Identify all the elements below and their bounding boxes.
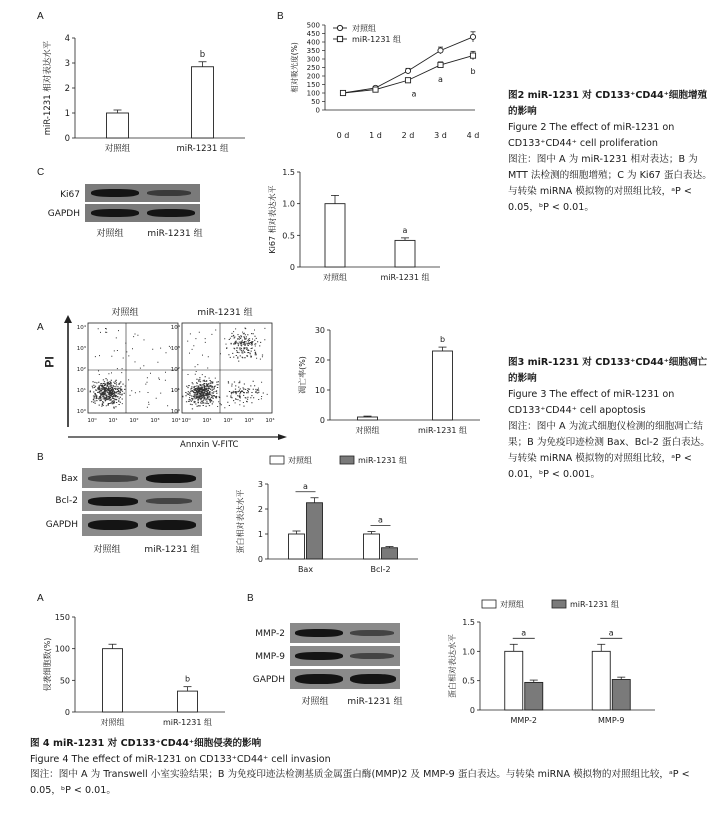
y-axis-label: 蛋白相对表达水平 [448, 634, 457, 698]
data-point [405, 78, 410, 83]
y-tick-label: 500 [306, 21, 320, 30]
significance-label: a [608, 628, 614, 638]
bar [433, 351, 453, 420]
chart-fig4b [440, 598, 670, 738]
legend-label: miR-1231 组 [358, 456, 408, 465]
flow-x-tick: 10² [223, 418, 233, 424]
y-tick-label: 3 [257, 480, 263, 489]
bar [178, 691, 198, 712]
y-tick-label: 0 [257, 555, 263, 564]
flow-xlabel: Annxin V-FITC [180, 440, 239, 450]
blot-lane-label: 对照组 [93, 545, 121, 555]
y-tick-label: 350 [306, 47, 320, 55]
data-point [438, 48, 443, 53]
x-tick-label: 对照组 [104, 144, 131, 154]
y-tick-label: 50 [311, 98, 320, 106]
x-tick-label: Bcl-2 [370, 565, 391, 574]
flow-y-tick: 10⁰ [76, 409, 86, 415]
y-tick-label: 0 [64, 708, 70, 717]
blot-strip-gapdh [85, 204, 200, 222]
y-tick-label: 100 [54, 644, 70, 654]
x-tick-label: MMP-2 [510, 716, 537, 725]
data-point [470, 53, 475, 58]
y-tick-label: 250 [306, 64, 320, 72]
fig2-caption [508, 88, 713, 216]
bar [612, 679, 630, 710]
fig3-caption-en: Figure 3 The effect of miR-1231 on CD133⁺CD44⁺ cell apoptosis [508, 389, 675, 416]
significance-label: b [439, 335, 446, 345]
flow-x-tick: 10⁴ [171, 418, 181, 424]
y-tick-label: 0 [319, 416, 325, 425]
y-tick-label: 2 [257, 505, 263, 514]
chart-fig3b [230, 455, 430, 585]
significance-label: a [402, 225, 408, 235]
blot-strip-mmp2 [290, 623, 400, 643]
flow-y-tick: 10² [76, 367, 86, 373]
legend-swatch [482, 600, 496, 608]
flow-x-tick: 10¹ [202, 418, 212, 424]
legend-swatch [552, 600, 566, 608]
data-point [373, 87, 378, 92]
blot-row-label: Ki67 [60, 190, 80, 200]
bar [307, 503, 323, 559]
y-tick-label: 150 [54, 613, 70, 622]
flow-lane-label: miR-1231 组 [197, 308, 253, 318]
blot-row-label: GAPDH [47, 209, 80, 219]
x-tick-label: miR-1231 组 [162, 718, 213, 727]
x-tick-label: 1 d [369, 131, 382, 140]
x-tick-label: 4 d [466, 131, 480, 140]
x-tick-label: Bax [297, 565, 314, 574]
chart-fig2b [280, 20, 500, 180]
flow-x-arrowhead [278, 434, 287, 440]
fig2-panel-a-label: A [37, 11, 44, 22]
fig4-caption-en: Figure 4 The effect of miR-1231 on CD133⁺CD44⁺ cell invasion [30, 753, 331, 765]
significance-label: b [199, 49, 206, 60]
fig4-caption [30, 736, 700, 798]
bar [192, 67, 214, 138]
y-axis-label: Ki67 相对表达水平 [268, 185, 277, 254]
x-tick-label: miR-1231 组 [380, 273, 430, 282]
blot-row-label: MMP-2 [255, 629, 285, 639]
blot-strip-mmp9 [290, 646, 400, 666]
legend-swatch [270, 456, 284, 464]
flow-lane-label: 对照组 [111, 308, 139, 318]
significance-label: b [184, 674, 191, 684]
bar [505, 651, 523, 710]
x-tick-label: miR-1231 组 [417, 426, 468, 435]
legend-label: 对照组 [500, 600, 524, 609]
significance-label: a [411, 89, 417, 99]
flow-x-tick: 10³ [244, 418, 254, 424]
bar [382, 548, 398, 559]
blot-lane-label: miR-1231 组 [144, 545, 200, 555]
y-tick-label: 1.5 [282, 168, 295, 177]
y-tick-label: 3 [64, 59, 70, 69]
flow-y-tick: 10² [170, 367, 180, 373]
flow-x-tick: 10⁰ [181, 418, 191, 424]
legend-label: miR-1231 组 [352, 35, 402, 44]
y-tick-label: 0.5 [462, 676, 475, 686]
flow-y-arrowhead [64, 315, 72, 323]
x-tick-label: MMP-9 [598, 716, 625, 725]
fig2-caption-title: 图2 miR-1231 对 CD133⁺CD44⁺细胞增殖的影响 [508, 90, 708, 117]
fig2-panel-c-label: C [37, 167, 45, 178]
fig4-panel-b-label: B [247, 593, 254, 604]
blot-row-label: MMP-9 [255, 652, 285, 662]
bar [325, 204, 345, 267]
flow-y-tick: 10⁴ [170, 325, 180, 331]
legend-marker [337, 36, 342, 41]
x-tick-label: 对照组 [100, 718, 125, 727]
fig4-caption-title: 图 4 miR-1231 对 CD133⁺CD44⁺细胞侵袭的影响 [30, 738, 262, 749]
y-axis-label: 相对吸光度(%) [290, 42, 299, 93]
bar [592, 651, 610, 710]
legend-label: miR-1231 组 [570, 600, 620, 609]
x-tick-label: 2 d [401, 131, 415, 140]
significance-label: a [438, 75, 443, 85]
legend-swatch [340, 456, 354, 464]
flow-y-tick: 10³ [76, 346, 86, 352]
chart-fig2a [30, 28, 270, 168]
y-tick-label: 50 [59, 676, 70, 686]
x-tick-label: 0 d [336, 131, 350, 140]
flow-x-tick: 10⁰ [87, 418, 97, 424]
bar [107, 113, 129, 138]
flow-plots [60, 315, 290, 440]
y-tick-label: 20 [314, 356, 325, 365]
y-tick-label: 1 [64, 109, 70, 119]
y-tick-label: 1.0 [282, 199, 295, 209]
blot-lane-label: 对照组 [301, 697, 329, 707]
series-line [343, 37, 476, 93]
y-tick-label: 450 [306, 30, 320, 38]
bar [358, 417, 378, 420]
blot-strip-ki67 [85, 184, 200, 202]
blot-strip-bcl2 [82, 491, 202, 511]
bar [395, 240, 415, 267]
blot-row-label: Bax [60, 474, 78, 484]
fig3-panel-a-label: A [37, 322, 44, 333]
blot-lane-label: miR-1231 组 [147, 229, 203, 239]
blot-lane-label: miR-1231 组 [347, 697, 403, 707]
y-tick-label: 400 [306, 38, 320, 47]
blot-strip-bax [82, 468, 202, 488]
y-tick-label: 200 [306, 72, 320, 81]
fig4-caption-note: 图注：图中 A 为 Transwell 小室实验结果；B 为免疫印迹法检测基质金属蛋白酶(MMP)2 及 MMP-9 蛋白表达。与转染 miRNA 模拟物的对照组比较，ᵃP < 0.05，ᵇP < 0.01。 [30, 769, 690, 796]
blot-row-label: GAPDH [45, 520, 78, 530]
legend-label: 对照组 [288, 456, 312, 465]
flow-y-tick: 10⁴ [76, 325, 86, 331]
y-tick-label: 100 [306, 89, 320, 98]
blot-strip-gapdh [82, 514, 202, 536]
fig2-panel-b-label: B [277, 11, 284, 22]
flow-y-tick: 10¹ [170, 388, 180, 394]
flow-y-tick: 10⁰ [170, 409, 180, 415]
x-tick-label: miR-1231 组 [176, 144, 229, 154]
y-tick-label: 10 [314, 386, 325, 395]
flow-x-tick: 10⁴ [265, 418, 275, 424]
y-tick-label: 0 [469, 706, 475, 715]
significance-label: b [470, 66, 476, 76]
chart-fig2c [260, 162, 460, 292]
y-tick-label: 1.0 [462, 647, 475, 657]
y-axis-label: 侵袭细胞数(%) [43, 637, 52, 692]
legend-marker [337, 25, 342, 30]
data-point [470, 34, 475, 39]
flow-x-tick: 10² [129, 418, 139, 424]
fig2-caption-note: 图注：图中 A 为 miR-1231 相对表达；B 为 MTT 法检测的细胞增殖；C 为 Ki67 蛋白表达。与转染 miRNA 模拟物的对照组比较，ᵃP < 0.05，ᵇP < 0.01。 [508, 154, 712, 213]
fig2-caption-en: Figure 2 The effect of miR-1231 on CD133⁺CD44⁺ cell proliferation [508, 122, 675, 149]
significance-label: a [378, 515, 383, 525]
x-tick-label: 对照组 [323, 273, 347, 282]
fig3-caption [508, 355, 713, 483]
data-point [405, 68, 410, 73]
bar [525, 682, 543, 710]
x-tick-label: 3 d [434, 131, 447, 140]
legend-label: 对照组 [352, 24, 376, 33]
y-axis-label: 蛋白相对表达水平 [236, 489, 245, 554]
fig4-panel-a-label: A [37, 593, 44, 604]
flow-y-tick: 10¹ [76, 388, 86, 394]
chart-fig4a [30, 600, 240, 735]
y-axis-label: miR-1231 相对表达水平 [43, 40, 53, 136]
bar [364, 534, 380, 559]
y-tick-label: 2 [64, 84, 70, 94]
data-point [340, 90, 345, 95]
fig3-panel-b-label: B [37, 452, 44, 463]
y-axis-label: 凋亡率(%) [298, 356, 307, 394]
flow-ylabel: PI [42, 356, 57, 368]
blot-lane-label: 对照组 [96, 229, 124, 239]
y-tick-label: 0 [289, 263, 295, 272]
flow-y-tick: 10³ [170, 346, 180, 352]
significance-label: a [303, 481, 308, 491]
chart-fig3a [290, 320, 490, 445]
significance-label: a [521, 628, 527, 638]
y-tick-label: 1 [257, 530, 263, 539]
bar [103, 649, 123, 712]
y-tick-label: 1.5 [462, 618, 475, 627]
flow-x-tick: 10³ [150, 418, 160, 424]
bar [289, 534, 305, 559]
y-tick-label: 0.5 [282, 231, 295, 241]
fig3-caption-note: 图注：图中 A 为流式细胞仪检测的细胞凋亡结果；B 为免疫印迹检测 Bax、Bcl-2 蛋白表达。与转染 miRNA 模拟物的对照组比较，ᵃP < 0.01，ᵇP < 0.001。 [508, 421, 710, 480]
y-tick-label: 300 [306, 55, 320, 64]
y-tick-label: 30 [314, 326, 325, 335]
x-tick-label: 对照组 [355, 426, 380, 435]
y-tick-label: 150 [306, 81, 320, 89]
blot-row-label: GAPDH [252, 675, 285, 685]
y-tick-label: 0 [64, 134, 70, 144]
data-point [438, 62, 443, 67]
blot-strip-gapdh [290, 669, 400, 689]
y-tick-label: 0 [315, 106, 320, 115]
flow-x-tick: 10¹ [108, 418, 118, 424]
fig3-caption-title: 图3 miR-1231 对 CD133⁺CD44⁺细胞凋亡的影响 [508, 357, 708, 384]
blot-row-label: Bcl-2 [55, 496, 78, 506]
series-line [343, 56, 476, 93]
y-tick-label: 4 [64, 34, 70, 44]
